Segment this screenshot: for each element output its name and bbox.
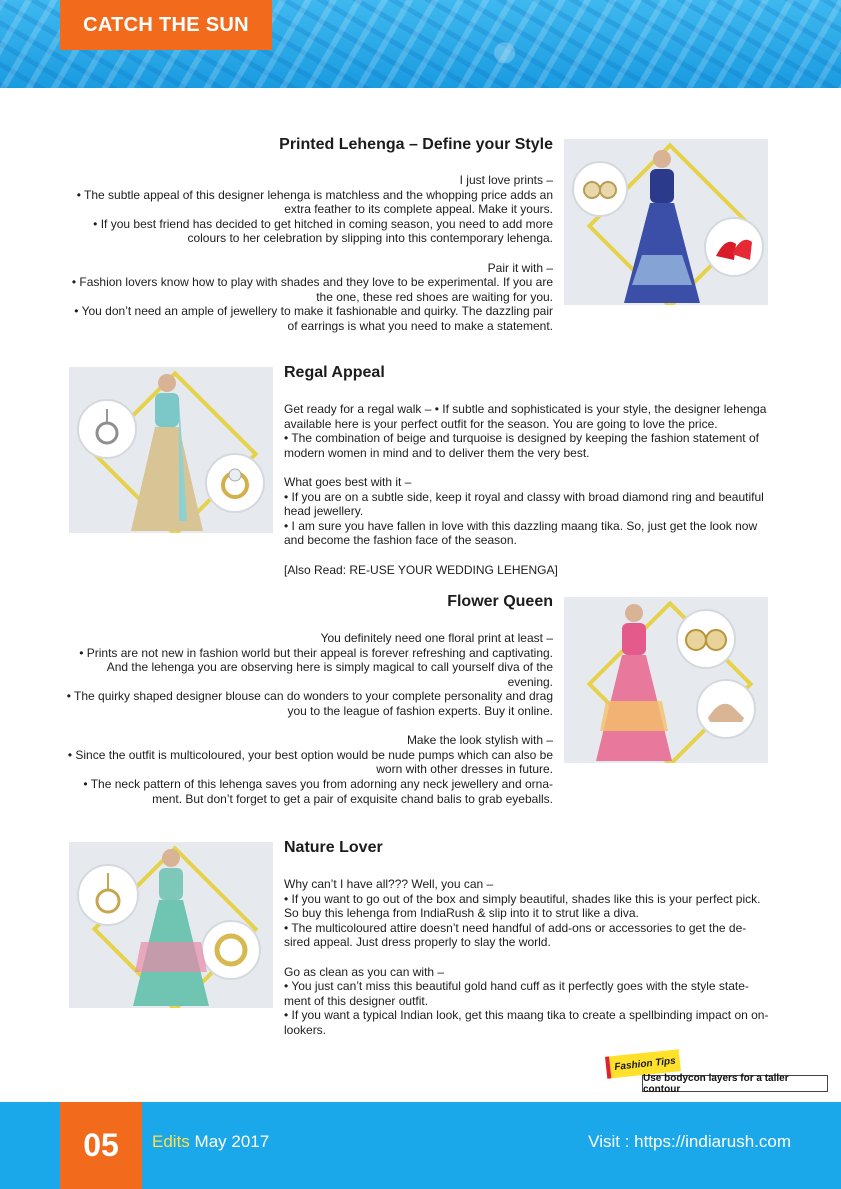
footer-bar	[0, 1102, 841, 1189]
section-title-printed-lehenga: Printed Lehenga – Define your Style	[279, 136, 553, 153]
section-tag: CATCH THE SUN	[60, 0, 272, 50]
product-image-printed-lehenga[interactable]	[564, 139, 768, 305]
fashion-tips-text: Use bodycon layers for a taller contour	[642, 1075, 828, 1092]
model-figure	[127, 371, 207, 533]
shoes-bubble	[704, 217, 764, 277]
section-title-flower-queen: Flower Queen	[447, 593, 553, 610]
gold-hand-cuff-icon	[211, 930, 251, 970]
section-body-regal-appeal: Get ready for a regal walk – • If subtle and sophisticated is your style, the designer lehenga available here is your perfect outfit for the season. You are going to love the price. • The combination of beige and turquoise is designed by keeping the fashion statement of modern women in mind and to deliver them the very best. What goes best with it – • If you are on a subtle side, keep it royal and classy with broad diamond ring and beautiful head jewellery. • I am sure you have fallen in love with this dazzling maang tika. So, just get the look now and become the fashion face of the season. [Also Read: RE-USE YOUR WEDDING LEHENGA]	[284, 402, 767, 577]
chand-bali-earrings-icon	[684, 624, 728, 654]
section-title-regal-appeal: Regal Appeal	[284, 364, 385, 381]
product-image-nature-lover[interactable]	[69, 842, 273, 1008]
ring-icon	[215, 463, 255, 503]
earrings-bubble	[676, 609, 736, 669]
issue-date: May 2017	[194, 1132, 270, 1151]
section-body-flower-queen: You definitely need one floral print at least – • Prints are not new in fashion world but their appeal is forever refreshing and captivating. And the lehenga you are observing here is simply magical to call yourself diva of the evening. • The quirky shaped designer blouse can do wonders to your complete personality and drag you to the league of fashion experts. Buy it online. Make the look stylish with – • Since the outfit is multicoloured, your best option would be nude pumps which can also be worn with other dresses in future. • The neck pattern of this lehenga saves you from adorning any neck jewellery and orna- ment. But don’t forget to get a pair of exquisite chand balis to grab eyeballs.	[66, 631, 553, 806]
edits-label: Edits	[152, 1132, 190, 1151]
fashion-tips-badge: Fashion Tips	[605, 1049, 681, 1079]
issue-label	[152, 1132, 269, 1152]
section-body-nature-lover: Why can’t I have all??? Well, you can – • If you want to go out of the box and simply beautiful, shades like this is your perfect pick. So buy this lehenga from IndiaRush & slip into it to strut like a diva. • The multicoloured attire doesn’t need handful of add-ons or accessories to get the de- sired appeal. Just dress properly to slay the world. Go as clean as you can with – • You just can’t miss this beautiful gold hand cuff as it perfectly goes with the style state- ment of this designer outfit. • If you want a typical Indian look, get this maang tika to create a spellbinding impact on on- lookers.	[284, 877, 769, 1037]
model-figure	[129, 846, 213, 1008]
nude-pumps-icon	[704, 694, 748, 724]
section-title-nature-lover: Nature Lover	[284, 839, 383, 856]
earrings-bubble	[572, 161, 628, 217]
section-body-printed-lehenga: I just love prints – • The subtle appeal of this designer lehenga is matchless and the whopping price adds an extra feather to its complete appeal. Make it yours. • If you best friend has decided to get hitched in coming season, you need to add more colours to her celebration by slipping into this contemporary lehenga. Pair it with – • Fashion lovers know how to play with shades and they love to be experimental. If you are the one, these red shoes are waiting for you. • You don’t need an ample of jewellery to make it fashionable and quirky. The dazzling pair of earrings is what you need to make a statement.	[71, 173, 553, 333]
website-link[interactable]: Visit : https://indiarush.com	[588, 1132, 791, 1151]
model-figure	[592, 601, 676, 763]
page-number: 05	[60, 1102, 142, 1189]
header-banner	[0, 0, 841, 88]
red-shoes-icon	[712, 230, 756, 264]
model-figure	[622, 145, 702, 305]
maang-tika-icon	[92, 409, 122, 449]
pumps-bubble	[696, 679, 756, 739]
product-image-regal-appeal[interactable]	[69, 367, 273, 533]
ring-bubble	[205, 453, 265, 513]
maang-tika-icon	[93, 873, 123, 917]
product-image-flower-queen[interactable]	[564, 597, 768, 763]
earrings-icon	[580, 174, 620, 204]
